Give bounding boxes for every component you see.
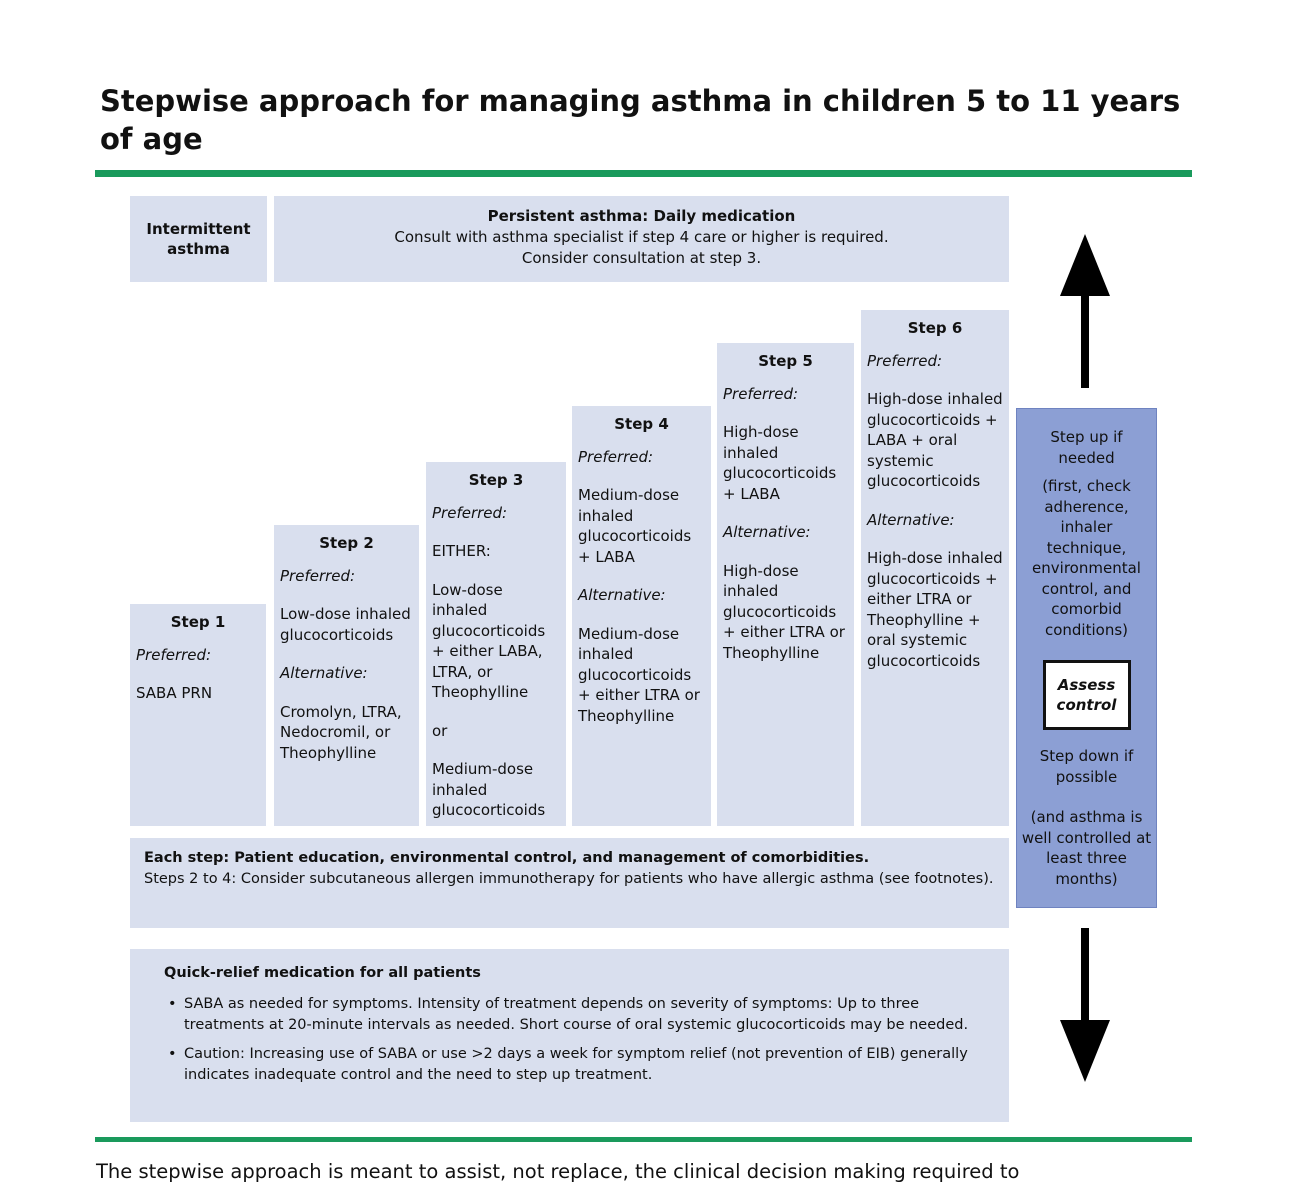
step-4-box	[572, 406, 711, 826]
step-title: Step 1	[170, 613, 226, 631]
preferred-text: Low-dose inhaled glucocorticoids + either LABA, LTRA, or Theophylline	[432, 580, 546, 701]
preferred-label: Preferred:	[867, 351, 943, 370]
intermittent-header: Intermittent asthma	[130, 196, 267, 282]
step-title: Step 6	[907, 319, 963, 337]
step-title: Step 2	[319, 534, 374, 552]
either-text: EITHER:	[432, 542, 491, 560]
quick-relief-bullet	[164, 994, 975, 1036]
step-title: Step 3	[468, 471, 524, 489]
alternative-label: Alternative:	[723, 523, 811, 541]
alternative-text: High-dose inhaled glucocorticoids + either LTRA or Theophylline	[723, 561, 845, 662]
alternative-label: Alternative:	[867, 510, 955, 529]
quick-relief-box	[130, 949, 1009, 1122]
step-6-box	[861, 310, 1009, 826]
step-up-label: Step up if needed	[1050, 428, 1123, 467]
preferred-label: Preferred:	[136, 645, 212, 664]
preferred-text: Medium-dose inhaled glucocorticoids + LABA	[578, 486, 692, 566]
preferred-text: Low-dose inhaled glucocorticoids	[280, 605, 411, 644]
persistent-line-2: Consider consultation at step 3.	[521, 249, 762, 267]
page-title: Stepwise approach for managing asthma in children 5 to 11 years of age	[100, 84, 1181, 156]
step-1-box	[130, 604, 266, 826]
quick-relief-title: Quick-relief medication for all patients	[164, 965, 481, 981]
preferred-text: High-dose inhaled glucocorticoids + LABA	[723, 423, 837, 503]
assess-control-box: Assess control	[1043, 660, 1131, 730]
preferred-label: Preferred:	[432, 503, 508, 522]
alternative-label: Alternative:	[578, 586, 666, 604]
preferred-text-2: Medium-dose inhaled glucocorticoids	[432, 760, 546, 819]
or-text: or	[432, 721, 448, 740]
persistent-title: Persistent asthma: Daily medication	[487, 207, 796, 225]
each-step-box	[130, 838, 1009, 928]
alternative-label: Alternative:	[280, 664, 368, 682]
alternative-text: Medium-dose inhaled glucocorticoids + either LTRA or Theophylline	[578, 624, 700, 725]
each-step-text: Steps 2 to 4: Consider subcutaneous allergen immunotherapy for patients who have allergic asthma (see footnotes).	[144, 871, 994, 887]
alternative-text: High-dose inhaled glucocorticoids + either LTRA or Theophylline + oral systemic glucocorticoids	[867, 549, 1003, 670]
bullet-icon: •	[168, 996, 177, 1012]
step-up-arrow-icon	[1058, 232, 1112, 390]
step-up-note: (first, check adherence, inhaler technique, environmental control, and comorbid conditions)	[1032, 477, 1141, 639]
step-title: Step 4	[614, 415, 669, 433]
step-down-arrow-icon	[1058, 926, 1112, 1084]
step-down-note: (and asthma is well controlled at least three months)	[1021, 808, 1152, 888]
persistent-line-1: Consult with asthma specialist if step 4 care or higher is required.	[394, 228, 889, 246]
preferred-text: SABA PRN	[136, 684, 213, 702]
step-3-box	[426, 462, 566, 826]
preferred-label: Preferred:	[578, 447, 654, 466]
bullet-icon: •	[168, 1046, 177, 1062]
each-step-bold: Each step: Patient education, environmental control, and management of comorbidities.	[144, 850, 870, 866]
step-5-box	[717, 343, 854, 826]
preferred-text: High-dose inhaled glucocorticoids + LABA + oral systemic glucocorticoids	[867, 390, 1003, 490]
step-title: Step 5	[758, 352, 813, 370]
step-down-label: Step down if possible	[1039, 747, 1134, 786]
persistent-header	[274, 196, 1009, 282]
bottom-divider	[95, 1137, 1192, 1142]
step-control-panel	[1016, 408, 1157, 908]
alternative-text: Cromolyn, LTRA, Nedocromil, or Theophylline	[280, 702, 402, 762]
bullet-text: SABA as needed for symptoms. Intensity of treatment depends on severity of symptoms: Up to three treatments at 20-minute intervals as needed. Short course of oral systemic glucocorticoids may be needed.	[184, 996, 969, 1033]
preferred-label: Preferred:	[280, 566, 356, 585]
footer-text: The stepwise approach is meant to assist, not replace, the clinical decision making required to	[96, 1160, 1020, 1183]
preferred-label: Preferred:	[723, 384, 799, 403]
bullet-text: Caution: Increasing use of SABA or use >2 days a week for symptom relief (not prevention of EIB) generally indicates inadequate control and the need to step up treatment.	[184, 1046, 968, 1083]
step-2-box	[274, 525, 419, 826]
top-divider	[95, 170, 1192, 177]
quick-relief-bullet	[164, 1044, 975, 1086]
